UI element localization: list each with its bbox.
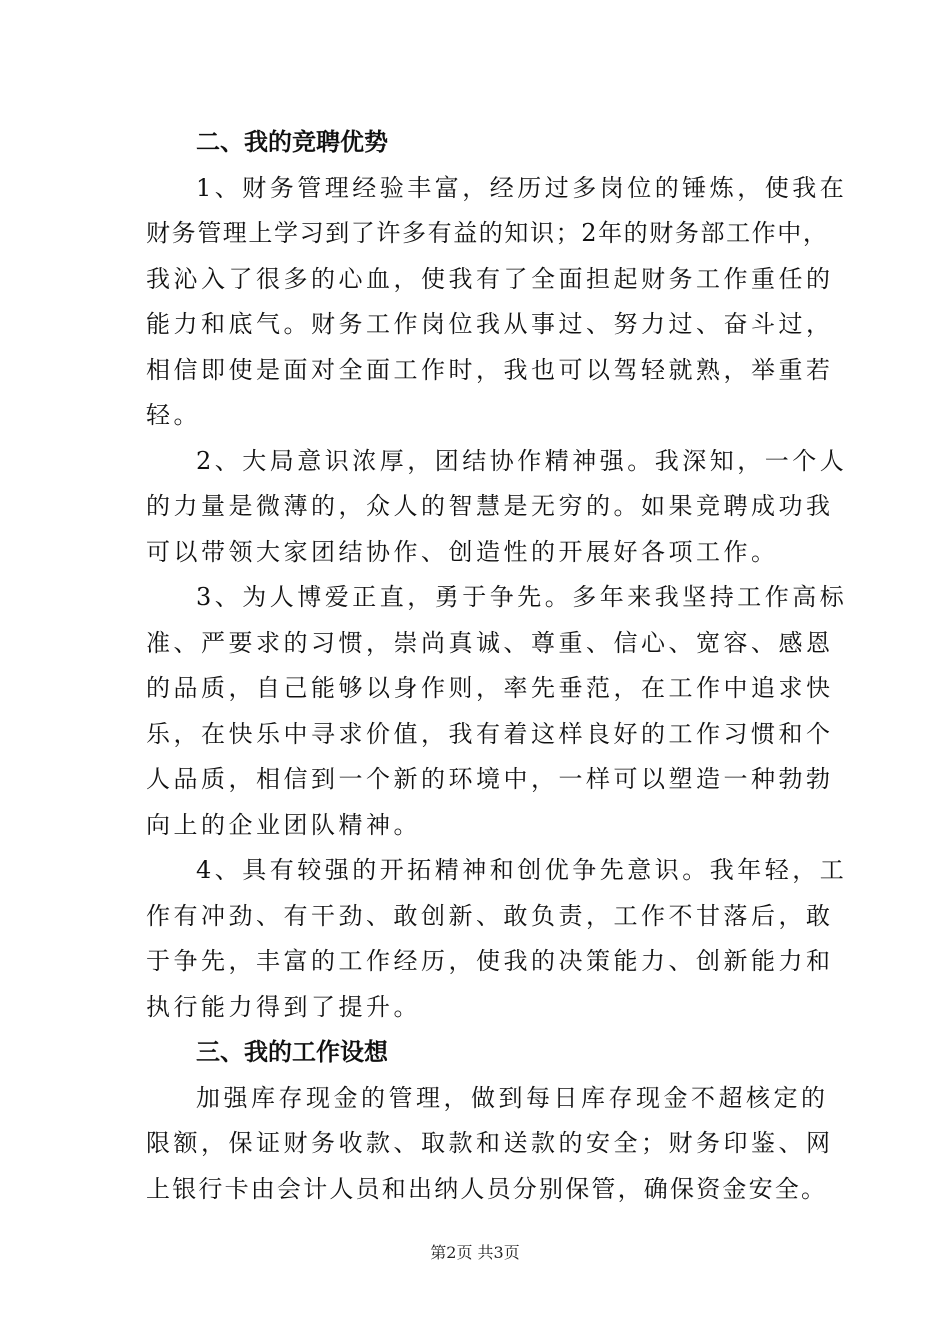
paragraph-line: 能力和底气。财务工作岗位我从事过、努力过、奋斗过，	[146, 310, 834, 338]
paragraph-work-plan-1	[146, 1076, 834, 1213]
paragraph-line: 向上的企业团队精神。	[146, 810, 421, 839]
paragraph-line: 轻。	[146, 401, 201, 429]
paragraph-line: 4、具有较强的开拓精神和创优争先意识。我年轻，工	[196, 856, 848, 884]
paragraph-line: 加强库存现金的管理，做到每日库存现金不超核定的	[196, 1083, 829, 1112]
paragraph-line: 限额，保证财务收款、取款和送款的安全；财务印鉴、网	[146, 1129, 834, 1157]
paragraph-line: 可以带领大家团结协作、创造性的开展好各项工作。	[146, 537, 779, 566]
paragraph-line: 相信即使是面对全面工作时，我也可以驾轻就熟，举重若	[146, 355, 834, 384]
paragraph-line: 上银行卡由会计人员和出纳人员分别保管，确保资金安全。	[146, 1174, 828, 1203]
section-heading-advantages: 二、我的竞聘优势	[196, 128, 388, 156]
paragraph-line: 乐，在快乐中寻求价值，我有着这样良好的工作习惯和个	[146, 719, 834, 748]
paragraph-advantage-3	[146, 575, 848, 848]
section-heading-work-plan: 三、我的工作设想	[196, 1038, 388, 1066]
paragraph-line: 财务管理上学习到了许多有益的知识；2年的财务部工作中，	[146, 219, 829, 247]
paragraph-line: 准、严要求的习惯，崇尚真诚、尊重、信心、宽容、感恩	[146, 628, 834, 657]
paragraph-line: 人品质，相信到一个新的环境中，一样可以塑造一种勃勃	[146, 765, 834, 793]
paragraph-advantage-1	[146, 166, 848, 439]
page-footer: 第2页 共3页	[430, 1243, 520, 1262]
paragraph-line: 于争先，丰富的工作经历，使我的决策能力、创新能力和	[146, 947, 834, 975]
paragraph-line: 我沁入了很多的心血，使我有了全面担起财务工作重任的	[146, 264, 834, 293]
paragraph-line: 2、大局意识浓厚，团结协作精神强。我深知，一个人	[196, 446, 848, 475]
paragraph-line: 执行能力得到了提升。	[146, 992, 421, 1021]
paragraph-advantage-4	[146, 848, 848, 1030]
document-body	[146, 120, 848, 1212]
paragraph-line: 1、财务管理经验丰富，经历过多岗位的锤炼，使我在	[196, 173, 848, 202]
paragraph-line: 的力量是微薄的，众人的智慧是无穷的。如果竞聘成功我	[146, 492, 834, 520]
paragraph-line: 作有冲劲、有干劲、敢创新、敢负责，工作不甘落后，敢	[146, 901, 834, 930]
paragraph-advantage-2	[146, 439, 848, 576]
paragraph-line: 的品质，自己能够以身作则，率先垂范，在工作中追求快	[146, 674, 834, 702]
paragraph-line: 3、为人博爱正直，勇于争先。多年来我坚持工作高标	[196, 583, 848, 611]
